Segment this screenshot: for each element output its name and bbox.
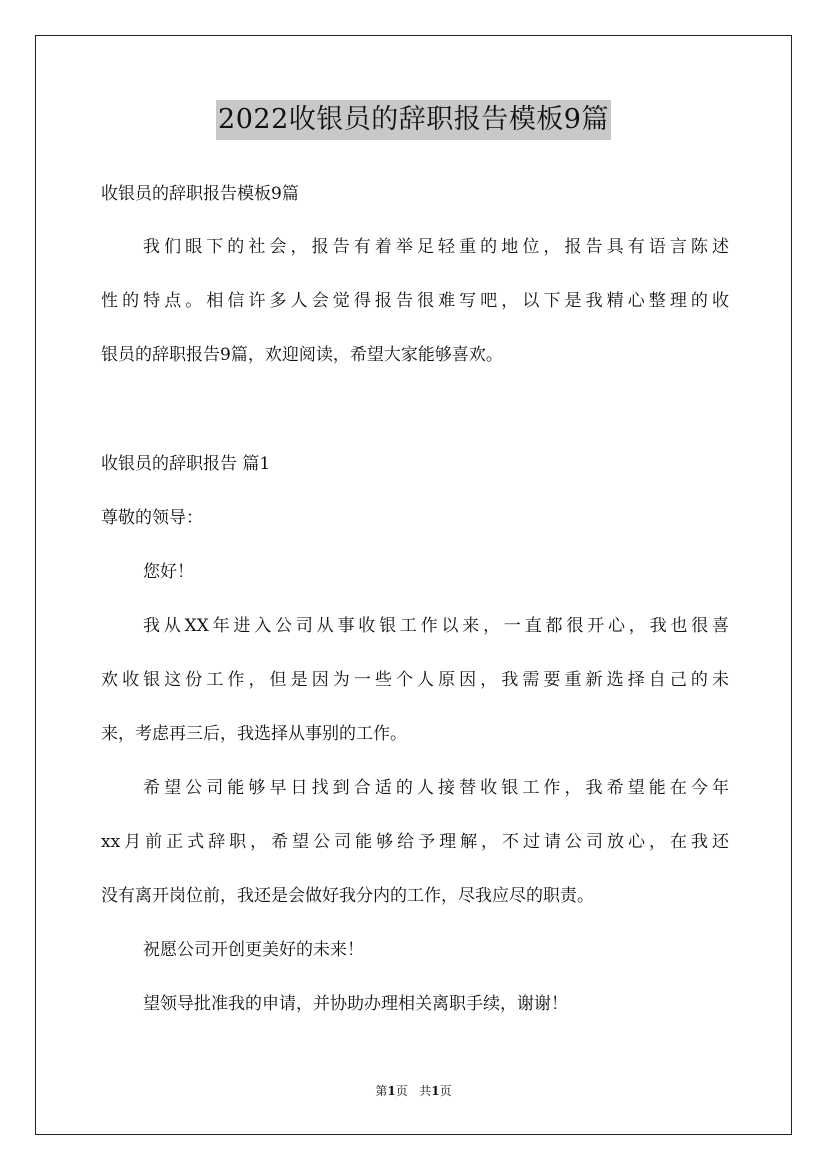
intro-line-2: 性的特点。相信许多人会觉得报告很难写吧，以下是我精心整理的收 bbox=[101, 291, 729, 311]
total-label-prefix: 共 bbox=[419, 1084, 432, 1098]
para2-line-1: 希望公司能够早日找到合适的人接替收银工作，我希望能在今年 bbox=[143, 778, 729, 798]
para1-line-2: 欢收银这份工作，但是因为一些个人原因，我需要重新选择自己的未 bbox=[101, 670, 729, 690]
total-pages: 1 bbox=[431, 1084, 440, 1098]
subtitle: 收银员的辞职报告模板9篇 bbox=[101, 184, 299, 204]
page-number: 1 bbox=[387, 1084, 396, 1098]
intro-line-1: 我们眼下的社会，报告有着举足轻重的地位，报告具有语言陈述 bbox=[143, 237, 729, 257]
page-label-prefix: 第 bbox=[375, 1084, 388, 1098]
para1-line-1: 我从XX年进入公司从事收银工作以来，一直都很开心，我也很喜 bbox=[143, 616, 729, 636]
page-label-suffix: 页 bbox=[395, 1084, 408, 1098]
para2-line-2: xx月前正式辞职，希望公司能够给予理解，不过请公司放心，在我还 bbox=[101, 832, 729, 852]
closing-request: 望领导批准我的申请，并协助办理相关离职手续，谢谢！ bbox=[143, 994, 568, 1014]
greeting: 您好！ bbox=[143, 562, 194, 582]
intro-line-3: 银员的辞职报告9篇，欢迎阅读，希望大家能够喜欢。 bbox=[101, 345, 503, 365]
total-label-suffix: 页 bbox=[439, 1084, 452, 1098]
title-container bbox=[0, 100, 827, 140]
para1-line-3: 来，考虑再三后，我选择从事别的工作。 bbox=[101, 724, 407, 744]
page-footer bbox=[0, 1082, 827, 1099]
section-heading: 收银员的辞职报告 篇1 bbox=[101, 454, 271, 474]
para2-line-3: 没有离开岗位前，我还是会做好我分内的工作，尽我应尽的职责。 bbox=[101, 886, 594, 906]
closing-wish: 祝愿公司开创更美好的未来！ bbox=[143, 940, 364, 960]
document-title: 2022收银员的辞职报告模板9篇 bbox=[216, 100, 611, 140]
salutation: 尊敬的领导： bbox=[101, 508, 203, 528]
